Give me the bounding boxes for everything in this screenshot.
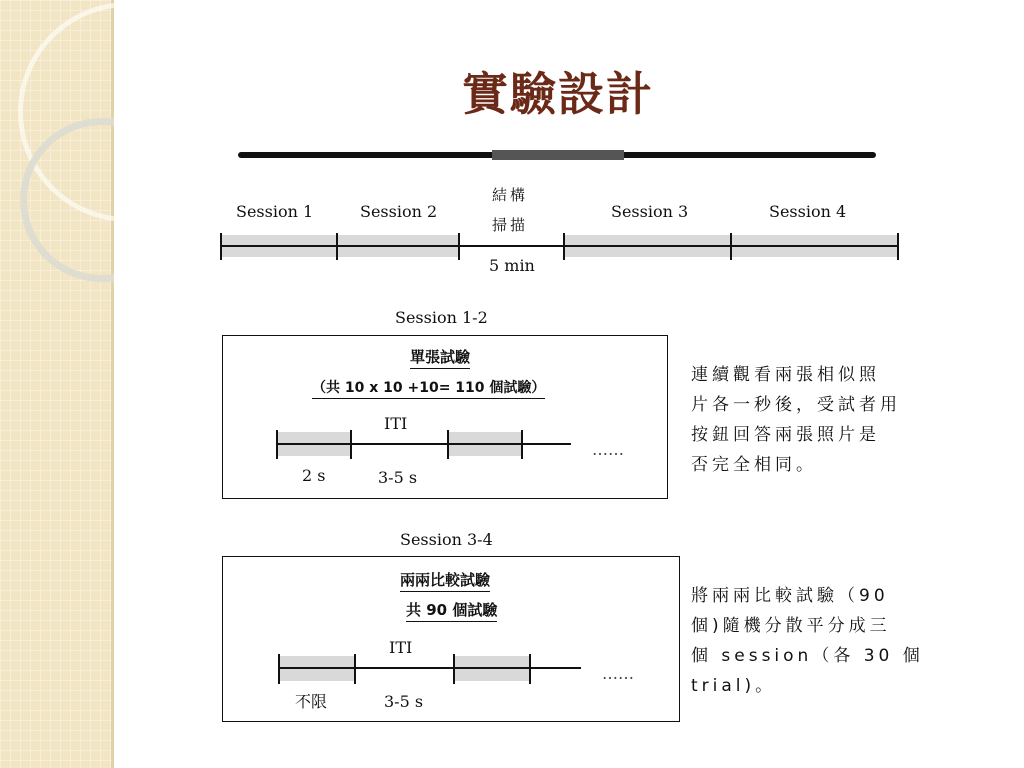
description-line: 將兩兩比較試驗（90 [691,586,889,606]
session-3-4-subtitle: 共 90 個試驗 [406,599,497,622]
trial-tick [521,430,523,459]
session-3-4-heading: Session 3-4 [400,530,493,549]
timeline-axis [221,245,898,247]
trial-timeline [279,667,581,669]
session-1-2-description [691,360,901,480]
timeline-tick [730,233,732,260]
trial-tick [276,430,278,459]
timeline-tick [458,233,460,260]
description-line: 個 session（各 30 個 [691,646,924,666]
session-1-label: Session 1 [236,202,314,221]
trial-tick [529,654,531,684]
stimulus-duration-label: 不限 [295,692,328,711]
iti-duration-label: 3-5 s [384,692,424,711]
structural-duration-label: 5 min [489,256,535,275]
trial-tick [453,654,455,684]
session-3-label: Session 3 [611,202,689,221]
iti-duration-label: 3-5 s [378,468,418,487]
description-line: 按鈕回答兩張照片是 [691,425,880,445]
timeline-tick [220,233,222,260]
session-4-label: Session 4 [769,202,847,221]
trial-tick [278,654,280,684]
description-line: 否完全相同。 [691,455,817,475]
session-1-2-title: 單張試驗 [410,346,470,369]
session-3-4-description [691,581,924,701]
trial-tick [354,654,356,684]
session-1-2-subtitle: （共 10 x 10 +10= 110 個試驗） [312,377,545,399]
stimulus-duration-label: 2 s [302,466,326,485]
timeline-tick [563,233,565,260]
description-line: trial)。 [691,676,777,696]
session-2-label: Session 2 [360,202,438,221]
description-line: 片各一秒後，受試者用 [691,395,901,415]
session-3-4-title: 兩兩比較試驗 [400,569,490,592]
session-3-4-iti-label: ITI [389,638,413,657]
slide-title: 實驗設計 [462,67,654,121]
structural-scan-label-2: 掃描 [492,216,529,234]
session-1-2-heading: Session 1-2 [395,308,488,327]
trial-tick [447,430,449,459]
timeline-tick [897,233,899,260]
timeline-tick [336,233,338,260]
description-line: 個)隨機分散平分成三 [691,616,891,636]
session-1-2-iti-label: ITI [384,414,408,433]
ellipsis: …… [592,440,624,459]
title-divider-accent [492,150,624,160]
ellipsis: …… [602,664,634,683]
trial-tick [350,430,352,459]
description-line: 連續觀看兩張相似照 [691,365,880,385]
structural-scan-label-1: 結構 [492,186,529,204]
trial-timeline [277,443,571,445]
